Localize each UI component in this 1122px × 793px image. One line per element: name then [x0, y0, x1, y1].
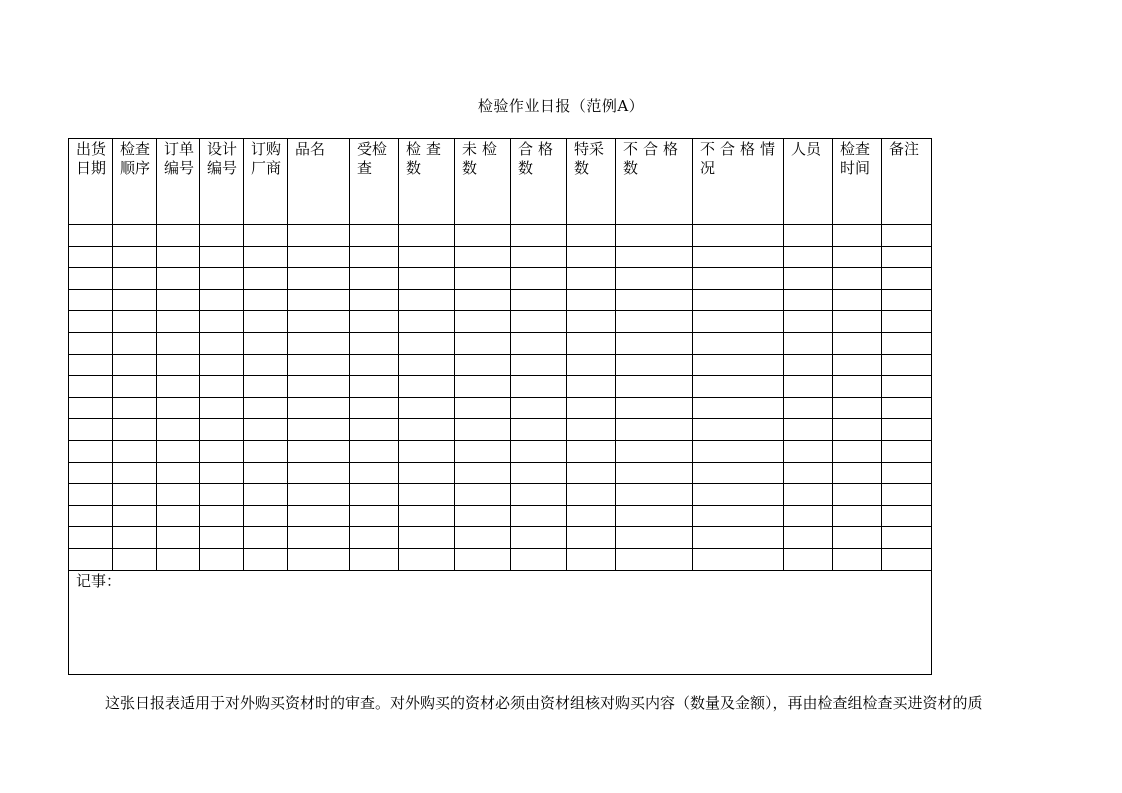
table-row: [69, 397, 932, 419]
table-cell[interactable]: [882, 376, 932, 398]
table-cell[interactable]: [157, 505, 200, 527]
table-cell[interactable]: [693, 311, 784, 333]
table-cell[interactable]: [511, 311, 567, 333]
table-cell[interactable]: [399, 505, 455, 527]
table-cell[interactable]: [882, 289, 932, 311]
notes-row: [69, 570, 932, 674]
table-cell[interactable]: [113, 462, 157, 484]
table-cell[interactable]: [69, 419, 113, 441]
table-cell[interactable]: [455, 246, 511, 268]
column-header-product-name: 品名: [288, 139, 350, 225]
table-cell[interactable]: [157, 246, 200, 268]
table-cell[interactable]: [399, 289, 455, 311]
table-row: [69, 289, 932, 311]
table-cell[interactable]: [113, 505, 157, 527]
table-cell[interactable]: [693, 354, 784, 376]
table-cell[interactable]: [113, 397, 157, 419]
table-cell[interactable]: [157, 354, 200, 376]
table-cell[interactable]: [350, 505, 399, 527]
table-row: [69, 548, 932, 570]
table-cell[interactable]: [350, 311, 399, 333]
table-cell[interactable]: [399, 397, 455, 419]
table-cell[interactable]: [693, 225, 784, 247]
table-cell[interactable]: [567, 289, 616, 311]
table-cell[interactable]: [833, 246, 882, 268]
table-cell[interactable]: [157, 332, 200, 354]
table-cell[interactable]: [113, 289, 157, 311]
table-cell[interactable]: [833, 397, 882, 419]
table-cell[interactable]: [288, 225, 350, 247]
table-cell[interactable]: [350, 397, 399, 419]
table-cell[interactable]: [455, 354, 511, 376]
table-cell[interactable]: [833, 440, 882, 462]
table-cell[interactable]: [350, 376, 399, 398]
table-cell[interactable]: [616, 246, 693, 268]
table-cell[interactable]: [288, 440, 350, 462]
table-cell[interactable]: [616, 505, 693, 527]
table-cell[interactable]: [200, 246, 244, 268]
table-cell[interactable]: [244, 376, 288, 398]
notes-label: 记事：: [76, 571, 122, 590]
table-cell[interactable]: [455, 376, 511, 398]
table-cell[interactable]: [350, 440, 399, 462]
table-cell[interactable]: [399, 462, 455, 484]
table-cell[interactable]: [113, 527, 157, 549]
table-cell[interactable]: [511, 462, 567, 484]
table-cell[interactable]: [567, 246, 616, 268]
table-cell[interactable]: [350, 289, 399, 311]
table-cell[interactable]: [200, 376, 244, 398]
table-cell[interactable]: [157, 462, 200, 484]
table-cell[interactable]: [693, 246, 784, 268]
table-cell[interactable]: [616, 484, 693, 506]
column-header-order-number: 订单编号: [157, 139, 200, 225]
column-header-failure-status: 不合格情况: [693, 139, 784, 225]
table-cell[interactable]: [455, 397, 511, 419]
table-cell[interactable]: [288, 332, 350, 354]
table-cell[interactable]: [113, 484, 157, 506]
table-cell[interactable]: [833, 376, 882, 398]
footer-paragraph: 这张日报表适用于对外购买资材时的审查。对外购买的资材必须由资材组核对购买内容（数量及金额），再由检查组检查买进资材的质: [105, 694, 983, 712]
table-cell[interactable]: [113, 246, 157, 268]
table-cell[interactable]: [244, 397, 288, 419]
table-cell[interactable]: [350, 225, 399, 247]
column-header-failed-qty: 不合格数: [616, 139, 693, 225]
table-cell[interactable]: [833, 332, 882, 354]
table-cell[interactable]: [455, 332, 511, 354]
column-header-inspection-order: 检查顺序: [113, 139, 157, 225]
table-cell[interactable]: [350, 268, 399, 290]
table-cell[interactable]: [399, 354, 455, 376]
table-cell[interactable]: [784, 289, 833, 311]
table-cell[interactable]: [784, 246, 833, 268]
table-cell[interactable]: [616, 225, 693, 247]
table-cell[interactable]: [350, 548, 399, 570]
table-cell[interactable]: [833, 419, 882, 441]
table-cell[interactable]: [157, 440, 200, 462]
table-cell[interactable]: [288, 311, 350, 333]
table-cell[interactable]: [693, 462, 784, 484]
table-cell[interactable]: [113, 268, 157, 290]
table-cell[interactable]: [784, 548, 833, 570]
table-cell[interactable]: [567, 397, 616, 419]
table-cell[interactable]: [616, 268, 693, 290]
table-cell[interactable]: [616, 354, 693, 376]
table-cell[interactable]: [784, 484, 833, 506]
table-cell[interactable]: [200, 419, 244, 441]
header-row: [69, 139, 932, 225]
table-cell[interactable]: [69, 268, 113, 290]
table-cell[interactable]: [113, 332, 157, 354]
table-cell[interactable]: [693, 419, 784, 441]
inspection-daily-report-table: [68, 138, 932, 675]
table-cell[interactable]: [113, 548, 157, 570]
table-cell[interactable]: [616, 527, 693, 549]
column-header-inspected-qty: 检查数: [399, 139, 455, 225]
column-header-special-accept-qty: 特采数: [567, 139, 616, 225]
table-cell[interactable]: [882, 440, 932, 462]
table-cell[interactable]: [833, 462, 882, 484]
table-cell[interactable]: [399, 440, 455, 462]
column-header-uninspected-qty: 未检数: [455, 139, 511, 225]
table-cell[interactable]: [882, 268, 932, 290]
table-cell[interactable]: [693, 527, 784, 549]
table-cell[interactable]: [784, 440, 833, 462]
table-cell[interactable]: [113, 225, 157, 247]
table-cell[interactable]: [784, 505, 833, 527]
table-cell[interactable]: [288, 484, 350, 506]
table-cell[interactable]: [350, 332, 399, 354]
table-cell[interactable]: [200, 268, 244, 290]
table-cell[interactable]: [511, 354, 567, 376]
table-cell[interactable]: [350, 354, 399, 376]
table-cell[interactable]: [244, 484, 288, 506]
table-cell[interactable]: [157, 225, 200, 247]
table-cell[interactable]: [455, 548, 511, 570]
table-cell[interactable]: [455, 419, 511, 441]
table-cell[interactable]: [350, 246, 399, 268]
table-row: [69, 376, 932, 398]
table-cell[interactable]: [511, 484, 567, 506]
notes-field[interactable]: [69, 570, 932, 674]
table-cell[interactable]: [882, 484, 932, 506]
table-cell[interactable]: [833, 311, 882, 333]
table-cell[interactable]: [113, 376, 157, 398]
table-cell[interactable]: [455, 462, 511, 484]
table-cell[interactable]: [200, 440, 244, 462]
table-cell[interactable]: [399, 246, 455, 268]
table-cell[interactable]: [784, 397, 833, 419]
table-cell[interactable]: [350, 419, 399, 441]
table-cell[interactable]: [616, 462, 693, 484]
table-cell[interactable]: [69, 376, 113, 398]
table-cell[interactable]: [244, 246, 288, 268]
table-cell[interactable]: [69, 484, 113, 506]
table-cell[interactable]: [511, 246, 567, 268]
table-cell[interactable]: [693, 484, 784, 506]
table-cell[interactable]: [616, 397, 693, 419]
table-cell[interactable]: [784, 332, 833, 354]
table-cell[interactable]: [288, 397, 350, 419]
table-cell[interactable]: [157, 548, 200, 570]
table-cell[interactable]: [244, 268, 288, 290]
table-cell[interactable]: [399, 484, 455, 506]
table-cell[interactable]: [244, 354, 288, 376]
table-cell[interactable]: [882, 354, 932, 376]
table-cell[interactable]: [567, 225, 616, 247]
table-row: [69, 311, 932, 333]
column-header-design-number: 设计编号: [200, 139, 244, 225]
table-cell[interactable]: [69, 397, 113, 419]
table-cell[interactable]: [157, 527, 200, 549]
table-cell[interactable]: [69, 527, 113, 549]
table-cell[interactable]: [288, 289, 350, 311]
table-cell[interactable]: [244, 332, 288, 354]
table-body: [69, 225, 932, 675]
table-cell[interactable]: [288, 462, 350, 484]
table-cell[interactable]: [69, 289, 113, 311]
table-cell[interactable]: [511, 332, 567, 354]
table-cell[interactable]: [399, 268, 455, 290]
document-title: 检验作业日报（范例A）: [477, 97, 645, 115]
table-cell[interactable]: [244, 311, 288, 333]
table-cell[interactable]: [69, 354, 113, 376]
table-cell[interactable]: [288, 354, 350, 376]
table-cell[interactable]: [511, 376, 567, 398]
table-cell[interactable]: [244, 527, 288, 549]
table-cell[interactable]: [833, 484, 882, 506]
table-cell[interactable]: [455, 289, 511, 311]
table-cell[interactable]: [511, 527, 567, 549]
table-cell[interactable]: [455, 440, 511, 462]
table-cell[interactable]: [200, 332, 244, 354]
table-row: [69, 484, 932, 506]
table-row: [69, 419, 932, 441]
table-cell[interactable]: [784, 376, 833, 398]
table-cell[interactable]: [288, 376, 350, 398]
table-cell[interactable]: [69, 311, 113, 333]
table-cell[interactable]: [200, 354, 244, 376]
table-cell[interactable]: [784, 527, 833, 549]
table-cell[interactable]: [157, 484, 200, 506]
table-cell[interactable]: [882, 527, 932, 549]
table-cell[interactable]: [693, 505, 784, 527]
table-cell[interactable]: [784, 268, 833, 290]
table-row: [69, 246, 932, 268]
table-cell[interactable]: [244, 548, 288, 570]
table-cell[interactable]: [616, 419, 693, 441]
table-cell[interactable]: [157, 419, 200, 441]
table-cell[interactable]: [399, 376, 455, 398]
table-cell[interactable]: [567, 376, 616, 398]
table-cell[interactable]: [882, 505, 932, 527]
table-cell[interactable]: [567, 440, 616, 462]
table-cell[interactable]: [200, 397, 244, 419]
table-cell[interactable]: [567, 354, 616, 376]
table-cell[interactable]: [399, 225, 455, 247]
table-cell[interactable]: [833, 548, 882, 570]
table-cell[interactable]: [157, 311, 200, 333]
table-cell[interactable]: [350, 527, 399, 549]
table-cell[interactable]: [288, 268, 350, 290]
column-header-passed-qty: 合格数: [511, 139, 567, 225]
table-cell[interactable]: [200, 311, 244, 333]
table-cell[interactable]: [288, 419, 350, 441]
table-cell[interactable]: [882, 332, 932, 354]
table-cell[interactable]: [567, 548, 616, 570]
table-cell[interactable]: [200, 484, 244, 506]
table-cell[interactable]: [882, 419, 932, 441]
table-cell[interactable]: [244, 225, 288, 247]
table-cell[interactable]: [113, 354, 157, 376]
table-cell[interactable]: [200, 289, 244, 311]
table-row: [69, 462, 932, 484]
table-cell[interactable]: [784, 419, 833, 441]
table-cell[interactable]: [288, 527, 350, 549]
column-header-ship-date: 出货日期: [69, 139, 113, 225]
table-row: [69, 332, 932, 354]
table-cell[interactable]: [200, 505, 244, 527]
table-cell[interactable]: [567, 505, 616, 527]
table-cell[interactable]: [157, 376, 200, 398]
table-cell[interactable]: [399, 332, 455, 354]
table-cell[interactable]: [616, 548, 693, 570]
table-cell[interactable]: [882, 246, 932, 268]
column-header-remarks: 备注: [882, 139, 932, 225]
table-cell[interactable]: [833, 268, 882, 290]
table-cell[interactable]: [784, 354, 833, 376]
table-cell[interactable]: [784, 462, 833, 484]
table-cell[interactable]: [882, 225, 932, 247]
table-cell[interactable]: [693, 289, 784, 311]
table-cell[interactable]: [244, 419, 288, 441]
table-cell[interactable]: [399, 527, 455, 549]
table-cell[interactable]: [399, 548, 455, 570]
column-header-inspection-time: 检查时间: [833, 139, 882, 225]
table-cell[interactable]: [693, 397, 784, 419]
table-cell[interactable]: [113, 440, 157, 462]
column-header-received: 受检查: [350, 139, 399, 225]
table-cell[interactable]: [69, 462, 113, 484]
table-cell[interactable]: [157, 268, 200, 290]
table-cell[interactable]: [833, 289, 882, 311]
table-cell[interactable]: [567, 419, 616, 441]
table-cell[interactable]: [288, 548, 350, 570]
table-cell[interactable]: [882, 397, 932, 419]
table-cell[interactable]: [455, 268, 511, 290]
table-cell[interactable]: [511, 505, 567, 527]
table-cell[interactable]: [113, 419, 157, 441]
table-cell[interactable]: [567, 462, 616, 484]
table-cell[interactable]: [616, 311, 693, 333]
table-cell[interactable]: [882, 548, 932, 570]
table-cell[interactable]: [157, 397, 200, 419]
table-row: [69, 505, 932, 527]
table-cell[interactable]: [567, 527, 616, 549]
table-cell[interactable]: [399, 419, 455, 441]
table-cell[interactable]: [244, 440, 288, 462]
table-cell[interactable]: [693, 332, 784, 354]
table-cell[interactable]: [511, 268, 567, 290]
table-cell[interactable]: [455, 311, 511, 333]
table-cell[interactable]: [511, 397, 567, 419]
table-cell[interactable]: [616, 376, 693, 398]
table-cell[interactable]: [833, 527, 882, 549]
table-cell[interactable]: [616, 440, 693, 462]
table-row: [69, 268, 932, 290]
table-cell[interactable]: [288, 246, 350, 268]
table-cell[interactable]: [833, 354, 882, 376]
table-cell[interactable]: [399, 311, 455, 333]
table-cell[interactable]: [200, 462, 244, 484]
table-cell[interactable]: [882, 462, 932, 484]
table-row: [69, 225, 932, 247]
table-cell[interactable]: [693, 376, 784, 398]
table-cell[interactable]: [833, 505, 882, 527]
table-cell[interactable]: [833, 225, 882, 247]
table-cell[interactable]: [784, 311, 833, 333]
table-cell[interactable]: [693, 548, 784, 570]
table-cell[interactable]: [511, 440, 567, 462]
table-cell[interactable]: [200, 225, 244, 247]
table-cell[interactable]: [455, 225, 511, 247]
table-cell[interactable]: [616, 332, 693, 354]
table-row: [69, 440, 932, 462]
table-cell[interactable]: [784, 225, 833, 247]
table-cell[interactable]: [288, 505, 350, 527]
table-cell[interactable]: [511, 225, 567, 247]
table-cell[interactable]: [244, 505, 288, 527]
table-cell[interactable]: [511, 289, 567, 311]
table-cell[interactable]: [511, 548, 567, 570]
table-cell[interactable]: [882, 311, 932, 333]
table-cell[interactable]: [567, 311, 616, 333]
table-cell[interactable]: [69, 505, 113, 527]
table-cell[interactable]: [693, 440, 784, 462]
table-cell[interactable]: [455, 527, 511, 549]
table-cell[interactable]: [693, 268, 784, 290]
table-cell[interactable]: [455, 505, 511, 527]
table-cell[interactable]: [567, 268, 616, 290]
column-header-personnel: 人员: [784, 139, 833, 225]
table-cell[interactable]: [69, 548, 113, 570]
table-cell[interactable]: [200, 548, 244, 570]
table-cell[interactable]: [157, 289, 200, 311]
table-cell[interactable]: [69, 246, 113, 268]
table-cell[interactable]: [244, 462, 288, 484]
table-cell[interactable]: [69, 440, 113, 462]
table-cell[interactable]: [244, 289, 288, 311]
table-row: [69, 527, 932, 549]
table-cell[interactable]: [350, 462, 399, 484]
table-cell[interactable]: [200, 527, 244, 549]
table-row: [69, 354, 932, 376]
column-header-supplier: 订购厂商: [244, 139, 288, 225]
table-cell[interactable]: [350, 484, 399, 506]
table-cell[interactable]: [69, 225, 113, 247]
table-cell[interactable]: [455, 484, 511, 506]
table-cell[interactable]: [567, 484, 616, 506]
table-cell[interactable]: [616, 289, 693, 311]
table-cell[interactable]: [113, 311, 157, 333]
table-cell[interactable]: [69, 332, 113, 354]
table-cell[interactable]: [511, 419, 567, 441]
table-cell[interactable]: [567, 332, 616, 354]
